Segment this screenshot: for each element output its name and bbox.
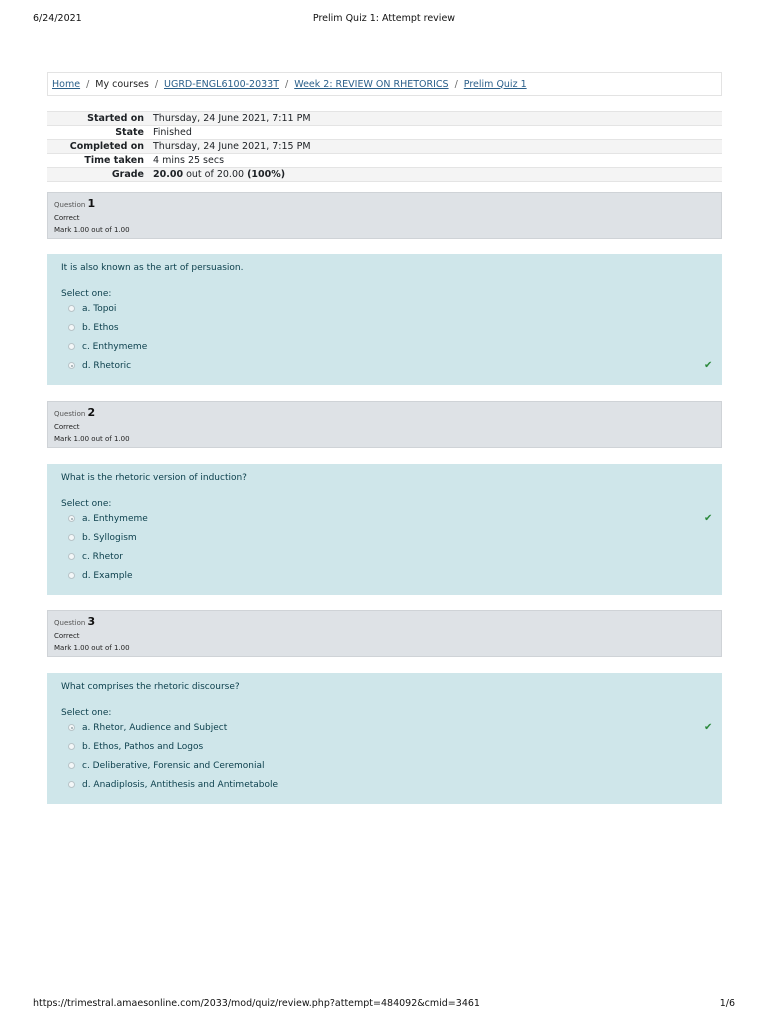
print-date: 6/24/2021: [33, 13, 82, 24]
print-header: [33, 13, 735, 27]
correct-check-icon: ✔: [704, 722, 713, 733]
breadcrumb-separator: /: [154, 78, 159, 90]
question-info-2: [47, 401, 722, 448]
question-content-2: [47, 464, 722, 595]
answer-option[interactable]: [61, 528, 708, 547]
print-page-title: Prelim Quiz 1: Attempt review: [312, 13, 456, 24]
question-text: What comprises the rhetoric discourse?: [61, 682, 240, 692]
summary-value: Thursday, 24 June 2021, 7:11 PM: [150, 112, 722, 126]
question-number: 2: [87, 406, 96, 419]
summary-row-started: [47, 112, 722, 126]
breadcrumb-home-link[interactable]: Home: [52, 78, 81, 90]
question-text: It is also known as the art of persuasion.: [61, 263, 244, 273]
summary-row-completed: [47, 140, 722, 154]
question-content-1: [47, 254, 722, 385]
question-info-1: [47, 192, 722, 239]
radio-button[interactable]: [68, 362, 75, 369]
breadcrumb: [47, 72, 722, 96]
question-label: Question: [54, 410, 86, 418]
summary-label: Grade: [47, 168, 150, 182]
breadcrumb-week-link[interactable]: Week 2: REVIEW ON RHETORICS: [294, 78, 449, 90]
question-content-3: [47, 673, 722, 804]
select-one-prompt: Select one:: [61, 499, 112, 509]
correct-check-icon: ✔: [704, 513, 713, 524]
radio-button[interactable]: [68, 534, 75, 541]
summary-label: State: [47, 126, 150, 140]
radio-button[interactable]: [68, 781, 75, 788]
summary-value: [150, 168, 722, 182]
breadcrumb-quiz-link[interactable]: Prelim Quiz 1: [463, 78, 527, 90]
grade-score: 20.00: [153, 169, 184, 180]
select-one-prompt: Select one:: [61, 289, 112, 299]
breadcrumb-separator: /: [86, 78, 90, 90]
answer-option-label: a. Enthymeme: [82, 513, 148, 524]
print-footer: [33, 998, 735, 1012]
answer-option-label: d. Rhetoric: [82, 360, 132, 371]
answer-option-label: c. Rhetor: [82, 551, 123, 562]
question-heading: [54, 197, 715, 210]
answer-option[interactable]: [61, 566, 708, 585]
answer-option[interactable]: [61, 756, 708, 775]
summary-label: Completed on: [47, 140, 150, 154]
answer-option-label: a. Topoi: [82, 303, 117, 314]
question-status: Correct: [54, 632, 80, 640]
summary-row-time-taken: [47, 154, 722, 168]
summary-value: Finished: [150, 126, 722, 140]
breadcrumb-course-link[interactable]: UGRD-ENGL6100-2033T: [164, 78, 280, 90]
question-number: 3: [87, 615, 96, 628]
radio-button[interactable]: [68, 305, 75, 312]
breadcrumb-separator: /: [285, 78, 289, 90]
answer-option[interactable]: [61, 299, 708, 318]
question-status: Correct: [54, 423, 80, 431]
answer-option[interactable]: [61, 737, 708, 756]
answer-option-label: c. Enthymeme: [82, 341, 148, 352]
radio-button[interactable]: [68, 724, 75, 731]
question-label: Question: [54, 201, 86, 209]
question-number: 1: [87, 197, 96, 210]
print-page-number: 1/6: [719, 998, 735, 1009]
breadcrumb-separator: /: [454, 78, 458, 90]
answer-option-label: a. Rhetor, Audience and Subject: [82, 722, 228, 733]
radio-button[interactable]: [68, 762, 75, 769]
answer-option-label: b. Ethos, Pathos and Logos: [82, 741, 204, 752]
summary-row-grade: [47, 168, 722, 182]
radio-button[interactable]: [68, 324, 75, 331]
question-mark: Mark 1.00 out of 1.00: [54, 226, 130, 234]
answer-option[interactable]: [61, 509, 713, 528]
radio-button[interactable]: [68, 743, 75, 750]
summary-label: Time taken: [47, 154, 150, 168]
print-url: https://trimestral.amaesonline.com/2033/mod/quiz/review.php?attempt=484092&cmid=3461: [33, 998, 480, 1009]
select-one-prompt: Select one:: [61, 708, 112, 718]
question-info-3: [47, 610, 722, 657]
attempt-summary-table: [47, 111, 722, 182]
grade-percent: (100%): [247, 169, 286, 180]
radio-button[interactable]: [68, 515, 75, 522]
answer-option[interactable]: [61, 547, 708, 566]
question-status: Correct: [54, 214, 80, 222]
summary-value: Thursday, 24 June 2021, 7:15 PM: [150, 140, 722, 154]
question-heading: [54, 615, 715, 628]
summary-value: 4 mins 25 secs: [150, 154, 722, 168]
summary-row-state: [47, 126, 722, 140]
question-mark: Mark 1.00 out of 1.00: [54, 435, 130, 443]
radio-button[interactable]: [68, 553, 75, 560]
question-mark: Mark 1.00 out of 1.00: [54, 644, 130, 652]
question-heading: [54, 406, 715, 419]
answer-option[interactable]: [61, 337, 708, 356]
summary-label: Started on: [47, 112, 150, 126]
answer-option[interactable]: [61, 318, 708, 337]
correct-check-icon: ✔: [704, 360, 713, 371]
answer-option-label: d. Anadiplosis, Antithesis and Antimetabole: [82, 779, 279, 790]
answer-option-label: b. Syllogism: [82, 532, 137, 543]
grade-out-of: out of 20.00: [183, 169, 248, 180]
question-text: What is the rhetoric version of induction?: [61, 473, 247, 483]
radio-button[interactable]: [68, 343, 75, 350]
radio-button[interactable]: [68, 572, 75, 579]
breadcrumb-my-courses: My courses: [95, 78, 149, 90]
answer-option-label: d. Example: [82, 570, 133, 581]
answer-option-label: b. Ethos: [82, 322, 119, 333]
answer-option-label: c. Deliberative, Forensic and Ceremonial: [82, 760, 265, 771]
answer-option[interactable]: [61, 775, 708, 794]
answer-option[interactable]: [61, 718, 713, 737]
question-label: Question: [54, 619, 86, 627]
answer-option[interactable]: [61, 356, 713, 375]
